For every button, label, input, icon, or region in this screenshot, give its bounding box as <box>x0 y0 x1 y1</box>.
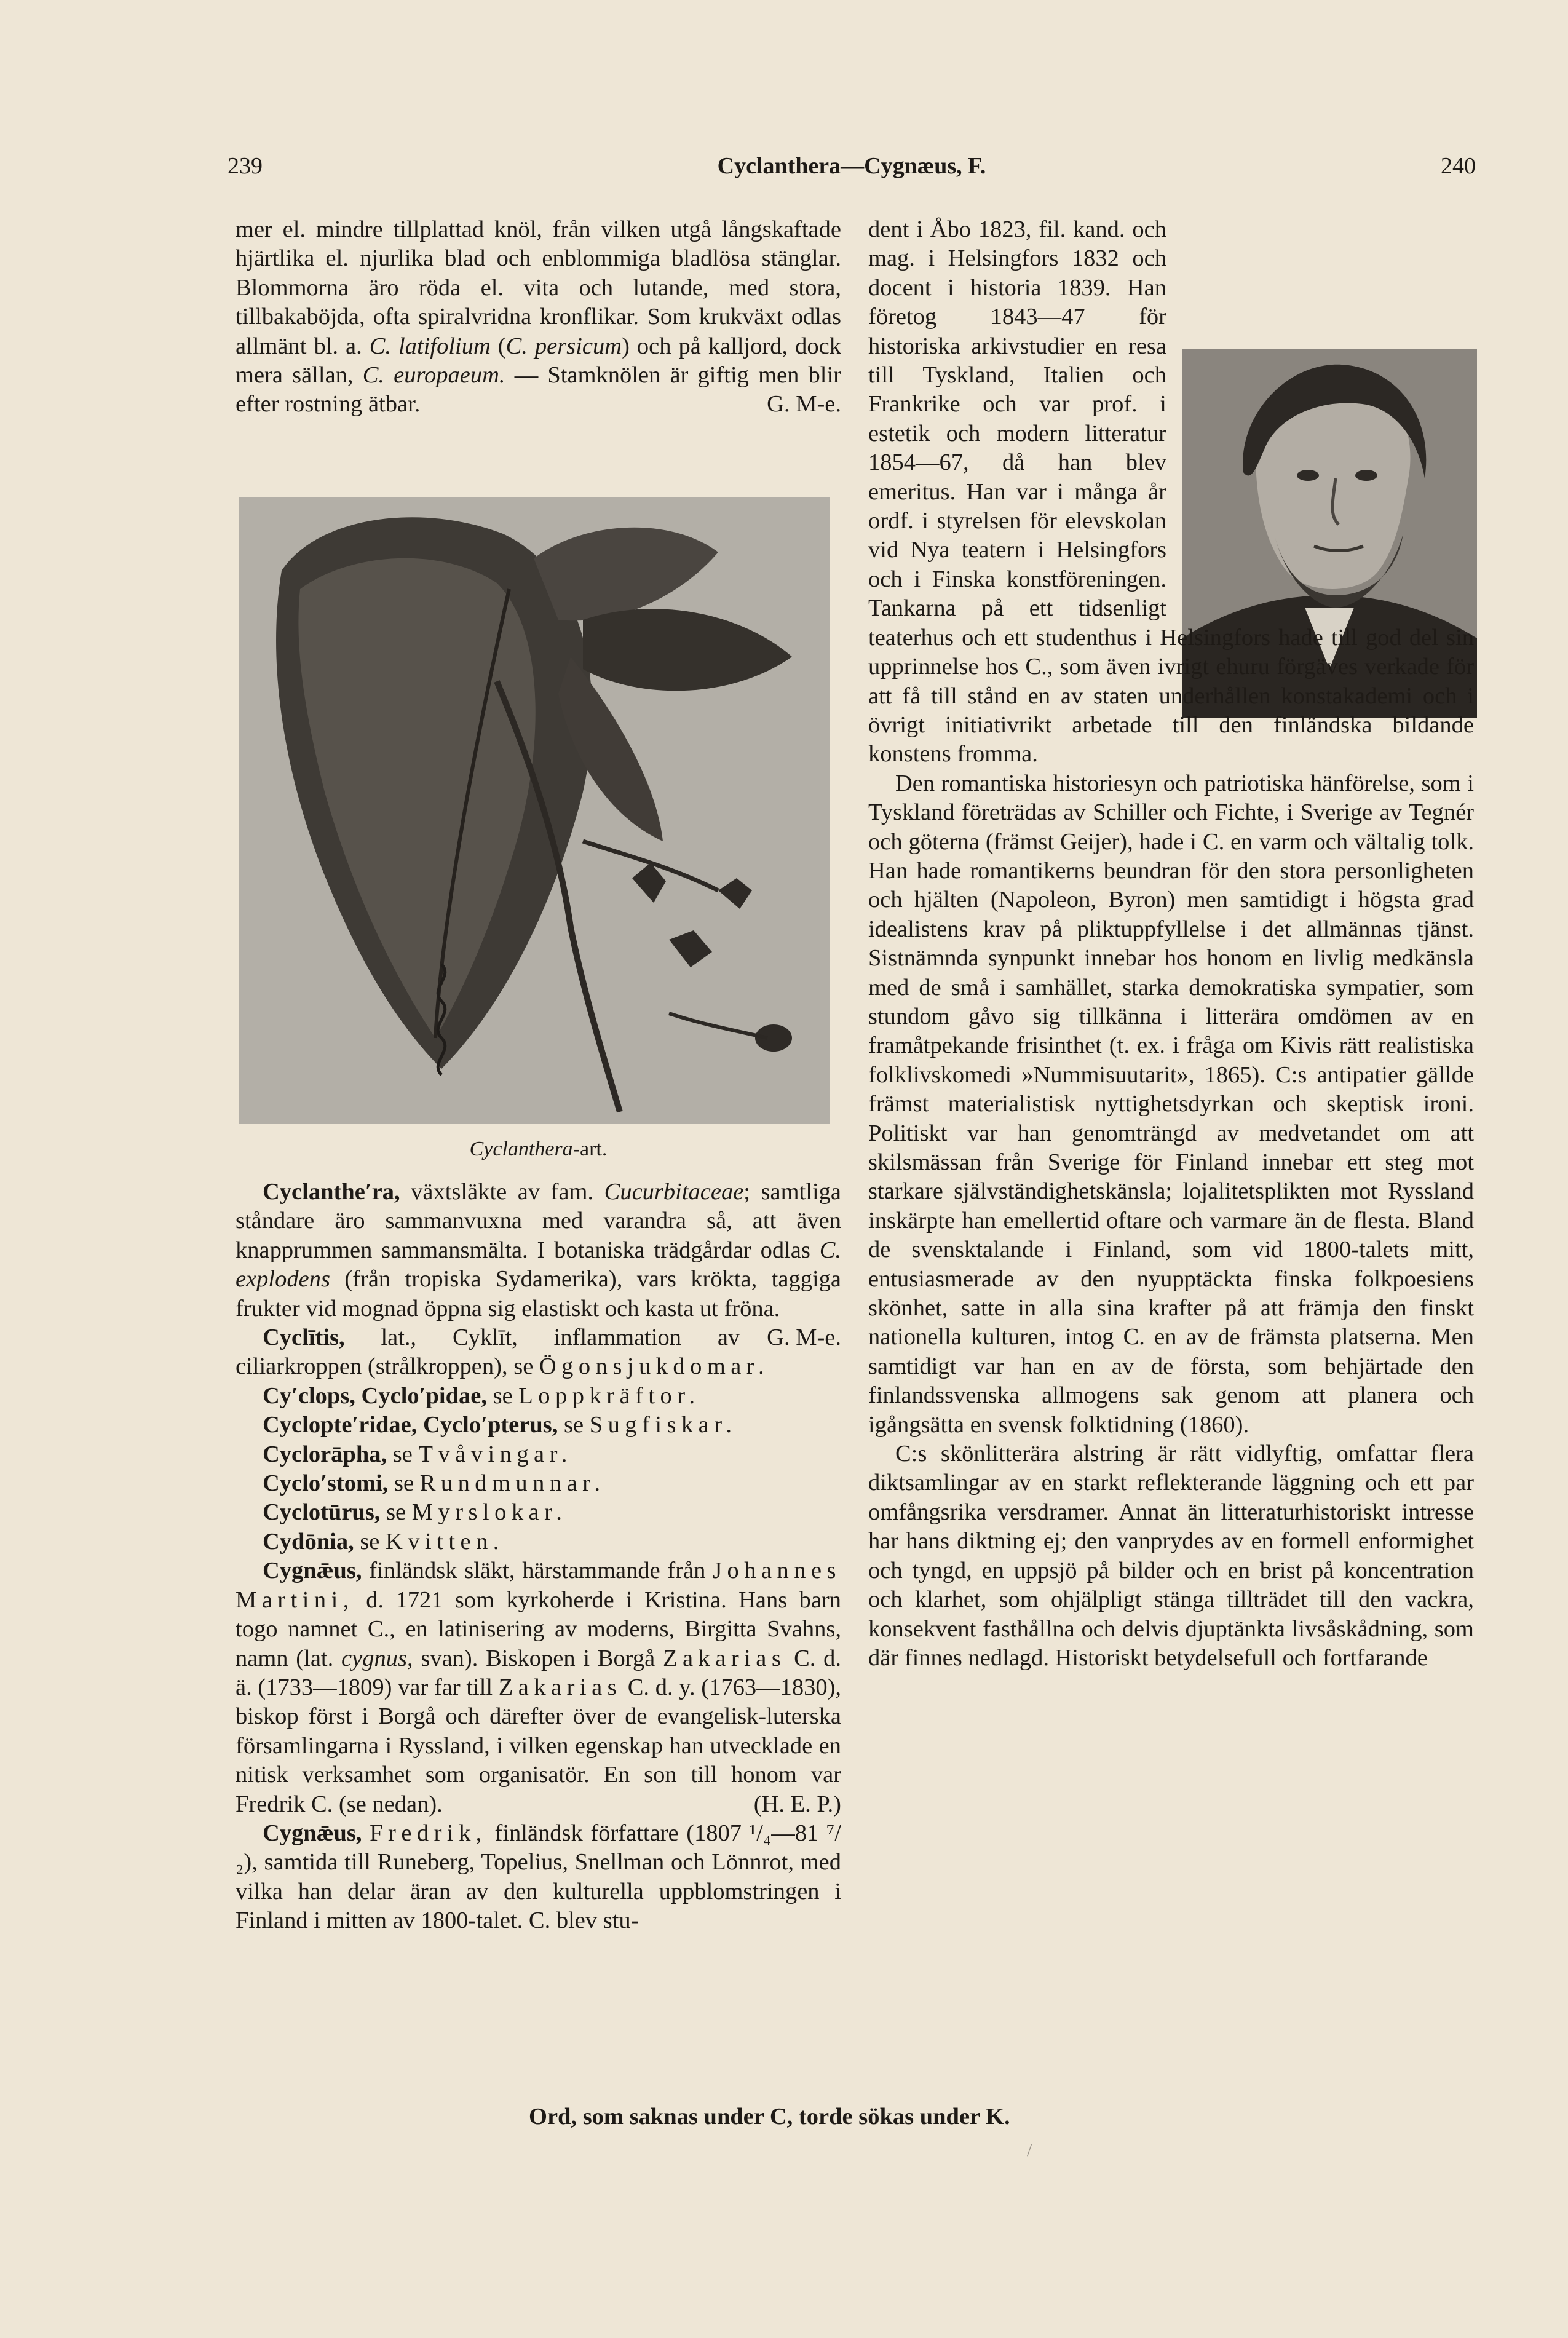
figure-caption: Cyclanthera-art. <box>469 1138 608 1160</box>
page-footer-note: Ord, som saknas under C, torde sökas under K. <box>529 2104 1010 2130</box>
paragraph-literary-output: C:s skönlitterära alstring är rätt vidlyftig, omfattar flera diktsamlingar av en starkt reflekterande läggning och ett par omfångsrika versdramer. Annat än litteraturhistoriskt intresse har hans diktning ej; den vanprydes av en formell enformighet och tyngd, en uppsjö på bilder och en brist på koncentration och klarhet, som ohjälpligt stänga tillträdet till den vackra, konsekvent fasthållna och delvis djuptänkta livsåskådning, som där finnes nedlagd. Historiskt betydelsefull och fortfarande <box>868 1441 1474 1671</box>
entry-cyclamen-continuation: mer el. mindre tillplattad knöl, från vilken utgå långskaftade hjärtlika el. njurlika blad och enblommiga bladlösa stänglar. Blommorna äro röda el. vita och lutande, med stora, tillbakaböjda, ofta spiralvridna kronflikar. Som krukväxt odlas allmänt bl. a. C. latifolium (C. persicum) och på kalljord, dock mera sällan, C. europaeum. — Stamknölen är giftig men blir efter rostning ätbar. G. M-e. <box>236 215 841 419</box>
cross-reference: Ögonsjukdomar. <box>539 1353 770 1380</box>
left-column-bottom <box>236 1178 841 2088</box>
species-persicum: C. persicum <box>505 333 622 359</box>
pencil-mark: / <box>1027 2140 1032 2160</box>
cross-reference: Kvitten. <box>386 1528 504 1555</box>
running-title: Cyclanthera—Cygnæus, F. <box>717 153 986 179</box>
headword: Cyclītis, <box>263 1325 345 1351</box>
cross-reference: Loppkräftor. <box>518 1382 700 1409</box>
headword: Cyclopte′ridae, Cyclo′pterus, <box>263 1412 558 1438</box>
entry-cyclorapha: Cyclorāpha, se Tvåvingar. <box>263 1441 572 1467</box>
cross-reference: Sugfiskar. <box>589 1412 737 1438</box>
headword: Cyclotūrus, <box>263 1499 381 1526</box>
entry-cyclotorus: Cyclotūrus, se Myrslokar. <box>263 1499 568 1526</box>
entry-cyclostomi: Cyclo′stomi, se Rundmunnar. <box>263 1470 606 1497</box>
entry-cyclops: Cy′clops, Cyclo′pidae, se Loppkräftor. <box>263 1382 700 1409</box>
right-column <box>868 215 1474 1673</box>
cross-reference: Myrslokar. <box>411 1499 568 1526</box>
page-header <box>228 153 1476 196</box>
entry-cyclopteridae: Cyclopte′ridae, Cyclo′pterus, se Sugfiskar. <box>263 1412 737 1438</box>
portrait-spacer <box>1166 215 1474 603</box>
headword: Cy′clops, Cyclo′pidae, <box>263 1382 487 1409</box>
headword: Cyclo′stomi, <box>263 1470 389 1497</box>
cross-reference: Tvåvingar. <box>418 1441 572 1467</box>
headword: Cyclanthe′ra, <box>263 1179 400 1205</box>
entry-cygnaeus-fredrik-continued: dent i Åbo 1823, fil. kand. och mag. i Helsingfors 1832 och docent i historia 1839. Han företog 1843—47 för historiska arkivstudier en resa till Tyskland, Italien och Frankrike och var prof. i estetik och modern litteratur 1854—67, då han blev emeritus. Han var i många år ordf. i styrelsen för elevskolan vid Nya teatern i Helsingfors och i Finska konstföreningen. Tankarna på ett tidsenligt teaterhus och ett studenthus i Helsingfors hade till god del sin upprinnelse hos C., som även ivrigt ehuru förgäves verkade för att få till stånd en av staten underhållen konstakademi och i övrigt initiativrikt arbetade till den finländska bildande konstens fromma. <box>868 216 1474 767</box>
cross-reference: Rundmunnar. <box>419 1470 606 1497</box>
headword: Cyclorāpha, <box>263 1441 387 1467</box>
author-signature: (H. E. P.) <box>753 1791 841 1817</box>
entry-cydonia: Cydōnia, se Kvitten. <box>263 1528 504 1555</box>
headword: Cygnǣus, <box>263 1558 362 1584</box>
entry-cyclitis: Cyclītis, lat., Cyklīt, inflammation av ciliarkroppen (strålkroppen), se Ögonsjukdomar. <box>236 1325 770 1380</box>
paragraph-romantic-view: Den romantiska historiesyn och patriotiska hänförelse, som i Tyskland företrädas av Schiller och Fichte, i Sverige av Tegnér och göterna (främst Geijer), hade i C. en varm och vältalig tolk. Han hade romantikerns beundran för den stora personligheten och hjälten (Napoleon, Byron) men samtidigt i högsta grad idealistens krav på pliktuppfyllelse i det allmännas tjänst. Sistnämnda synpunkt innebar hos honom en livlig medkänsla med de små i samhället, starka demokratiska sympatier, som stundom gåvo sig tillkänna i litterära omdömen av en framåtpekande frisinthet (t. ex. i fråga om Kivis rätt realistiska folklivskomedi »Nummisuutarit», 1865). C:s antipatier gällde främst materialistisk nyttighetsdyrkan och skeptisk ironi. Politiskt var han genomträngd av medvetandet om att skilsmässan från Sverige för Finland innebar ett steg mot starkare självständighetskänsla; lojalitetsplikten mot Ryssland inskärpte han emellertid oftare och varmare än de flesta. Bland de svensktalande i Finland, som vid 1800-talets mitt, entusiasmerade av den nyupptäckta finska folkpoesiens skönhet, satte in alla sina krafter på att främja den finskt nationella kulturen, intog C. en av de främsta platserna. Men samtidigt var han en av de första, som behjärtade den finlandssvenska allmogens sak genom att planera och igångsätta en svensk folktidning (1860). <box>868 770 1474 1438</box>
entry-cygnaeus-family: Cygnǣus, finländsk släkt, härstammande från Johannes Martini, d. 1721 som kyrkoherde i Kristina. Hans barn togo namnet C., en latinisering av moderns, Birgitta Svahns, namn (lat. cygnus, svan). Biskopen i Borgå Zakarias C. d. ä. (1733—1809) var far till Zakarias C. d. y. (1763—1830), biskop först i Borgå och därefter över de evangelisk-luterska församlingarna i Ryssland, i vilken egenskap han utvecklade en nitisk verksamhet som organisatör. En son till honom var Fredrik C. (se nedan). (H. E. P.) <box>236 1556 841 1819</box>
entry-cyclanthera: Cyclanthe′ra, växtsläkte av fam. Cucurbitaceae; samtliga ståndare äro sammanvuxna med varandra så, att även knapprummen sammansmälta. I botaniska trädgårdar odlas C. explodens (från tropiska Sydamerika), vars krökta, taggiga frukter vid mognad öppna sig elastiskt och kasta ut fröna. G. M-e. <box>236 1178 841 1323</box>
page-number-left: 239 <box>228 153 263 179</box>
author-signature: G. M-e. <box>767 1325 841 1351</box>
headword: Cydōnia, <box>263 1528 354 1555</box>
entry-cygnaeus-fredrik: Cygnǣus, Fredrik, finländsk författare (1807 ¹/₄—81 ⁷/₂), samtida till Runeberg, Topelius, Snellman och Lönnrot, med vilka han delar äran av den kulturella uppblomstringen i Finland i mitten av 1800-talet. C. blev stu- <box>236 1820 842 1934</box>
cyclanthera-photo <box>239 497 830 1124</box>
author-signature: G. M-e. <box>767 391 841 418</box>
left-column-top <box>236 215 841 486</box>
headword: Cygnǣus, <box>263 1820 362 1846</box>
species-latifolium: C. latifolium <box>369 333 491 359</box>
species-europaeum: C. europaeum. <box>362 362 505 389</box>
page-number-right: 240 <box>1441 153 1476 179</box>
